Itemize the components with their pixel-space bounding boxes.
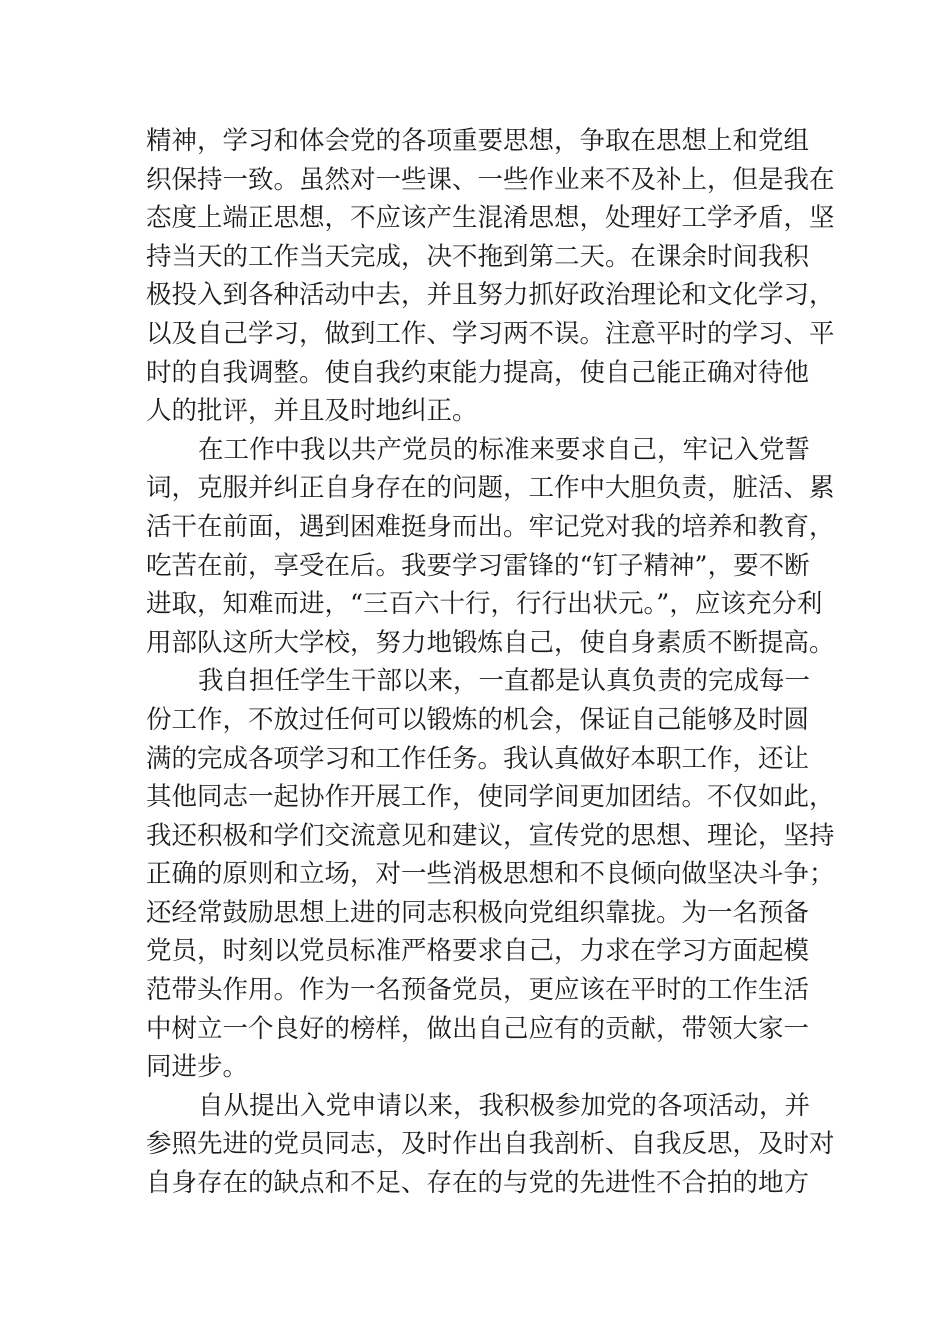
text-line: 时的自我调整。使自我约束能力提高，使自己能正确对待他: [146, 357, 810, 388]
text-line: 其他同志一起协作开展工作，使同学间更加团结。不仅如此，: [146, 782, 835, 813]
text-line: 态度上端正思想，不应该产生混淆思想，处理好工学矛盾，坚: [146, 203, 835, 234]
text-line: 精神，学习和体会党的各项重要思想，争取在思想上和党组: [146, 126, 810, 156]
text-line: 词，克服并纠正自身存在的问题，工作中大胆负责，脏活、累: [146, 473, 835, 504]
text-line: 我还积极和学们交流意见和建议，宣传党的思想、理论，坚持: [146, 820, 835, 851]
paragraph: [146, 431, 835, 663]
text-line: 极投入到各种活动中去，并且努力抓好政治理论和文化学习，: [146, 280, 835, 311]
text-line: 自从提出入党申请以来，我积极参加党的各项活动，并: [198, 1090, 811, 1121]
text-line: 我自担任学生干部以来，一直都是认真负责的完成每一: [198, 666, 811, 697]
text-line: 持当天的工作当天完成，决不拖到第二天。在课余时间我积: [146, 241, 810, 272]
text-line: 用部队这所大学校，努力地锻炼自己，使自身素质不断提高。: [146, 627, 835, 658]
text-line: 还经常鼓励思想上进的同志积极向党组织靠拢。为一名预备: [146, 897, 810, 928]
text-line: 活干在前面，遇到困难挺身而出。牢记党对我的培养和教育，: [146, 511, 835, 542]
body-text: [146, 122, 835, 1203]
text-line: 党员，时刻以党员标准严格要求自己，力求在学习方面起模: [146, 936, 810, 967]
text-line: 自身存在的缺点和不足、存在的与党的先进性不合拍的地方: [146, 1168, 810, 1199]
paragraph: [146, 122, 835, 431]
text-line: 参照先进的党员同志，及时作出自我剖析、自我反思，及时对: [146, 1129, 835, 1160]
paragraph: [146, 662, 835, 1087]
text-line: 正确的原则和立场，对一些消极思想和不良倾向做坚决斗争；: [146, 859, 835, 890]
text-line: 人的批评，并且及时地纠正。: [146, 396, 478, 427]
text-line: 织保持一致。虽然对一些课、一些作业来不及补上，但是我在: [146, 164, 835, 195]
paragraph: [146, 1087, 835, 1203]
text-line: 满的完成各项学习和工作任务。我认真做好本职工作，还让: [146, 743, 810, 774]
text-line: 同进步。: [146, 1052, 249, 1083]
text-line: 以及自己学习，做到工作、学习两不误。注意平时的学习、平: [146, 318, 835, 349]
text-line: 份工作，不放过任何可以锻炼的机会，保证自己能够及时圆: [146, 704, 810, 735]
text-line: 中树立一个良好的榜样，做出自己应有的贡献，带领大家一: [146, 1013, 810, 1044]
text-line: 进取，知难而进，“三百六十行，行行出状元。”，应该充分利: [146, 589, 823, 620]
text-line: 在工作中我以共产党员的标准来要求自己，牢记入党誓: [198, 434, 811, 465]
text-line: 范带头作用。作为一名预备党员，更应该在平时的工作生活: [146, 975, 810, 1006]
text-line: 吃苦在前，享受在后。我要学习雷锋的“钉子精神”，要不断: [146, 550, 810, 581]
